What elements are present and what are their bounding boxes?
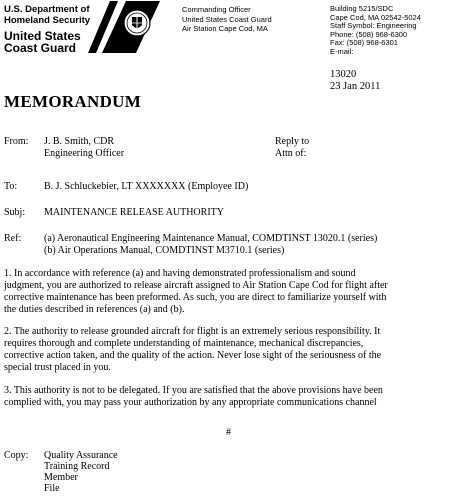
subj-label: Subj: [4,207,26,218]
paragraph-line: 1. In accordance with reference (a) and having demonstrated professionalism and sound [4,268,356,279]
department-name [4,4,90,26]
from-line: J. B. Smith, CDR [44,136,115,147]
from-label: From: [4,136,29,147]
ref-item-a: (a) Aeronautical Engineering Maintenance Manual, COMDTINST 13020.1 (series) [44,233,378,244]
paragraph-1 [4,268,456,316]
service-line-1: United States [4,29,81,43]
paragraph-line: 2. The authority to release grounded aircraft for flight is an extremely serious responsibility. It [4,326,381,337]
from-value [44,136,124,160]
ref-list [44,233,377,257]
copy-list [44,450,118,494]
memo-title: MEMORANDUM [4,92,142,111]
from-office-block [182,5,272,34]
ref-item-b: (b) Air Operations Manual, COMDTINST M3710.1 (series) [44,245,285,256]
ssic-number: 13020 [330,69,357,80]
service-name [4,30,81,54]
paragraph-line: corrective action taken, and the quality of the action. Never lose sight of the seriousness of the [4,350,382,361]
memo-date: 23 Jan 2011 [330,81,381,92]
to-value: B. J. Schluckebier, LT XXXXXXX (Employee ID) [44,181,249,192]
from-office-line: United States Coast Guard [182,14,272,24]
department-line-1: U.S. Department of [4,4,90,15]
paragraph-line: complied with, you may pass your authorization by any appropriate communications channel [4,397,377,408]
address-line: E-mail: [330,46,354,56]
copy-label: Copy: [4,450,29,461]
address-line: Staff Symbol: Engineering [330,21,417,30]
paragraph-line: the duties described in references (a) and (b). [4,304,185,315]
reply-to-line: Reply to [275,136,310,147]
address-line: Phone: (508) 968-6300 [330,29,408,39]
copy-item: File [44,483,60,494]
ssic-and-date [330,69,380,93]
paragraph-3 [4,385,456,409]
paragraph-line: judgment, you are authorized to release aircraft assigned to Air Station Cape Cod for flight after [4,280,388,291]
copy-item: Quality Assurance [44,450,118,461]
attn-of-line: Attn of: [275,148,307,159]
ref-label: Ref: [4,233,22,244]
paragraph-line: special trust placed in you. [4,362,111,373]
paragraph-line: 3. This authority is not to be delegated. If you are satisfied that the above provisions have been [4,385,383,396]
address-line: Building 5215/SDC [330,4,394,13]
paragraph-line: requires thorough and complete understanding of maintenance, mechanical discrepancies, [4,338,364,349]
address-block [330,5,421,56]
service-line-2: Coast Guard [4,41,77,55]
from-office-line: Commanding Officer [182,5,251,14]
to-label: To: [4,181,18,192]
department-line-2: Homeland Security [4,15,91,26]
paragraph-line: corrective maintenance has been preformed. As such, you are direct to familiarize yourself with [4,292,387,303]
from-office-line: Air Station Cape Cod, MA [182,24,268,33]
reply-to-block [275,136,309,160]
address-line: Cape Cod, MA 02542-5024 [330,12,421,22]
copy-item: Member [44,472,78,483]
end-mark: # [226,427,231,438]
copy-item: Training Record [44,461,110,472]
paragraph-2 [4,326,456,374]
address-line: Fax: (508) 968-6301 [330,38,398,47]
subj-value: MAINTENANCE RELEASE AUTHORITY [44,207,224,218]
uscg-racing-stripe-emblem-icon [80,1,160,53]
from-line: Engineering Officer [44,148,125,159]
